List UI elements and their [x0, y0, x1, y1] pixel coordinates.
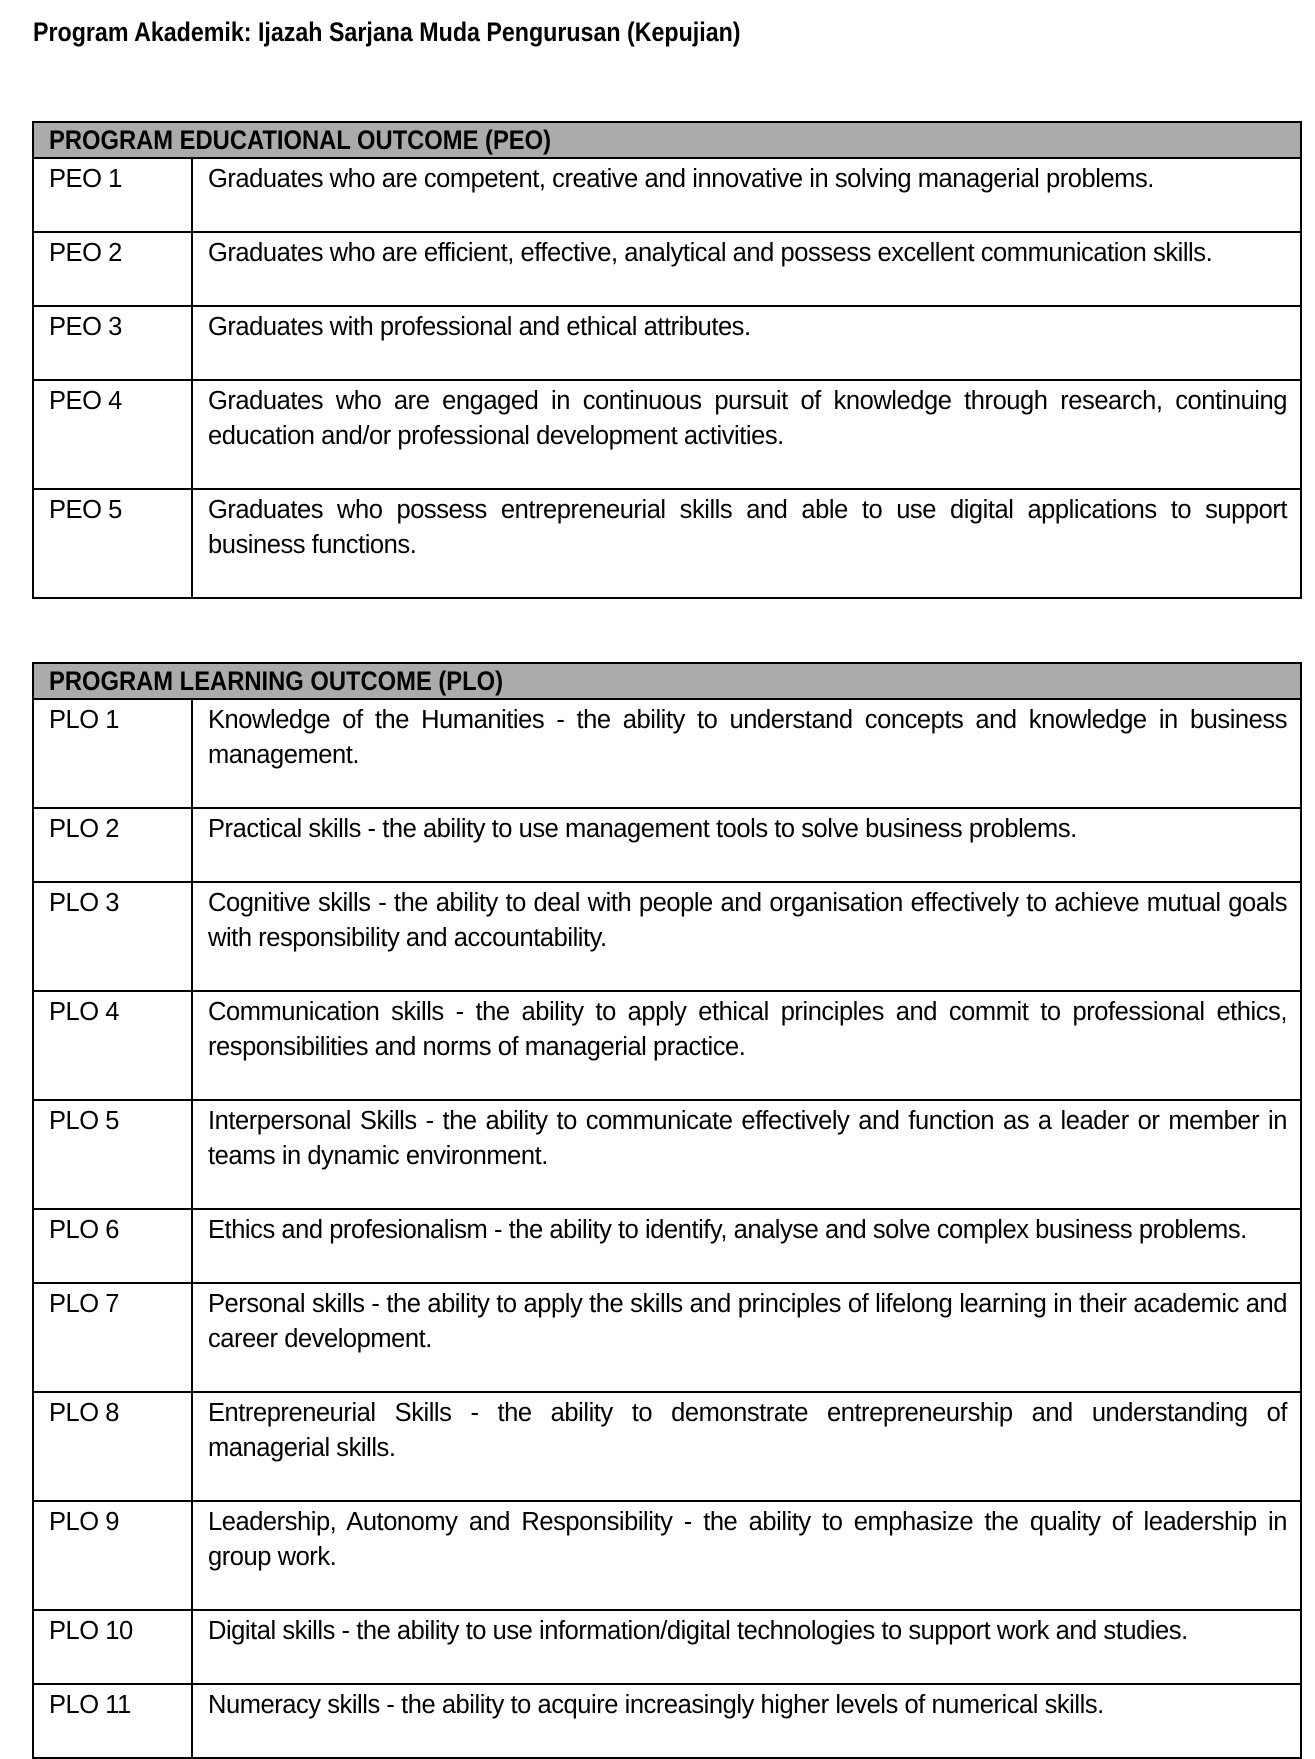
table-row — [33, 158, 1301, 232]
plo-description: Ethics and profesionalism - the ability to identify, analyse and solve complex business problems. — [192, 1209, 1301, 1283]
table-row — [33, 1209, 1301, 1283]
plo-description: Digital skills - the ability to use information/digital technologies to support work and studies. — [192, 1610, 1301, 1684]
table-row — [33, 882, 1301, 991]
plo-description: Numeracy skills - the ability to acquire increasingly higher levels of numerical skills. — [192, 1684, 1301, 1758]
peo-code: PEO 3 — [33, 306, 192, 380]
plo-code: PLO 4 — [33, 991, 192, 1100]
plo-table — [32, 662, 1302, 1759]
table-row — [33, 380, 1301, 489]
plo-description: Entrepreneurial Skills - the ability to demonstrate entrepreneurship and understanding of managerial skills. — [192, 1392, 1301, 1501]
table-row — [33, 991, 1301, 1100]
peo-code: PEO 4 — [33, 380, 192, 489]
plo-code: PLO 1 — [33, 699, 192, 808]
table-row — [33, 699, 1301, 808]
plo-code: PLO 7 — [33, 1283, 192, 1392]
table-row — [33, 1684, 1301, 1758]
peo-code: PEO 2 — [33, 232, 192, 306]
plo-header-label: PROGRAM LEARNING OUTCOME (PLO) — [49, 666, 504, 696]
peo-description: Graduates with professional and ethical attributes. — [192, 306, 1301, 380]
table-row — [33, 808, 1301, 882]
table-row — [33, 306, 1301, 380]
peo-description: Graduates who are efficient, effective, analytical and possess excellent communication skills. — [192, 232, 1301, 306]
table-row — [33, 489, 1301, 598]
plo-code: PLO 11 — [33, 1684, 192, 1758]
plo-code: PLO 8 — [33, 1392, 192, 1501]
peo-table — [32, 121, 1302, 599]
plo-description: Communication skills - the ability to apply ethical principles and commit to professional ethics, responsibilities and norms of managerial practice. — [192, 991, 1301, 1100]
plo-code: PLO 3 — [33, 882, 192, 991]
peo-description: Graduates who possess entrepreneurial skills and able to use digital applications to support business functions. — [192, 489, 1301, 598]
table-row — [33, 1392, 1301, 1501]
plo-description: Cognitive skills - the ability to deal with people and organisation effectively to achieve mutual goals with responsibility and accountability. — [192, 882, 1301, 991]
peo-code: PEO 1 — [33, 158, 192, 232]
plo-description: Interpersonal Skills - the ability to communicate effectively and function as a leader or member in teams in dynamic environment. — [192, 1100, 1301, 1209]
peo-header-label: PROGRAM EDUCATIONAL OUTCOME (PEO) — [49, 125, 552, 155]
peo-description: Graduates who are competent, creative and innovative in solving managerial problems. — [192, 158, 1301, 232]
peo-code: PEO 5 — [33, 489, 192, 598]
plo-table-header — [33, 663, 1301, 699]
plo-description: Leadership, Autonomy and Responsibility - the ability to emphasize the quality of leadership in group work. — [192, 1501, 1301, 1610]
peo-table-header — [33, 122, 1301, 158]
table-row — [33, 232, 1301, 306]
plo-code: PLO 5 — [33, 1100, 192, 1209]
peo-description: Graduates who are engaged in continuous pursuit of knowledge through research, continuing education and/or professional development activities. — [192, 380, 1301, 489]
page-title: Program Akademik: Ijazah Sarjana Muda Pengurusan (Kepujian) — [33, 17, 741, 47]
plo-code: PLO 2 — [33, 808, 192, 882]
plo-code: PLO 9 — [33, 1501, 192, 1610]
table-row — [33, 1610, 1301, 1684]
plo-description: Personal skills - the ability to apply the skills and principles of lifelong learning in their academic and career development. — [192, 1283, 1301, 1392]
table-row — [33, 1100, 1301, 1209]
plo-description: Knowledge of the Humanities - the ability to understand concepts and knowledge in business management. — [192, 699, 1301, 808]
plo-code: PLO 10 — [33, 1610, 192, 1684]
plo-code: PLO 6 — [33, 1209, 192, 1283]
table-row — [33, 1283, 1301, 1392]
plo-description: Practical skills - the ability to use management tools to solve business problems. — [192, 808, 1301, 882]
table-row — [33, 1501, 1301, 1610]
